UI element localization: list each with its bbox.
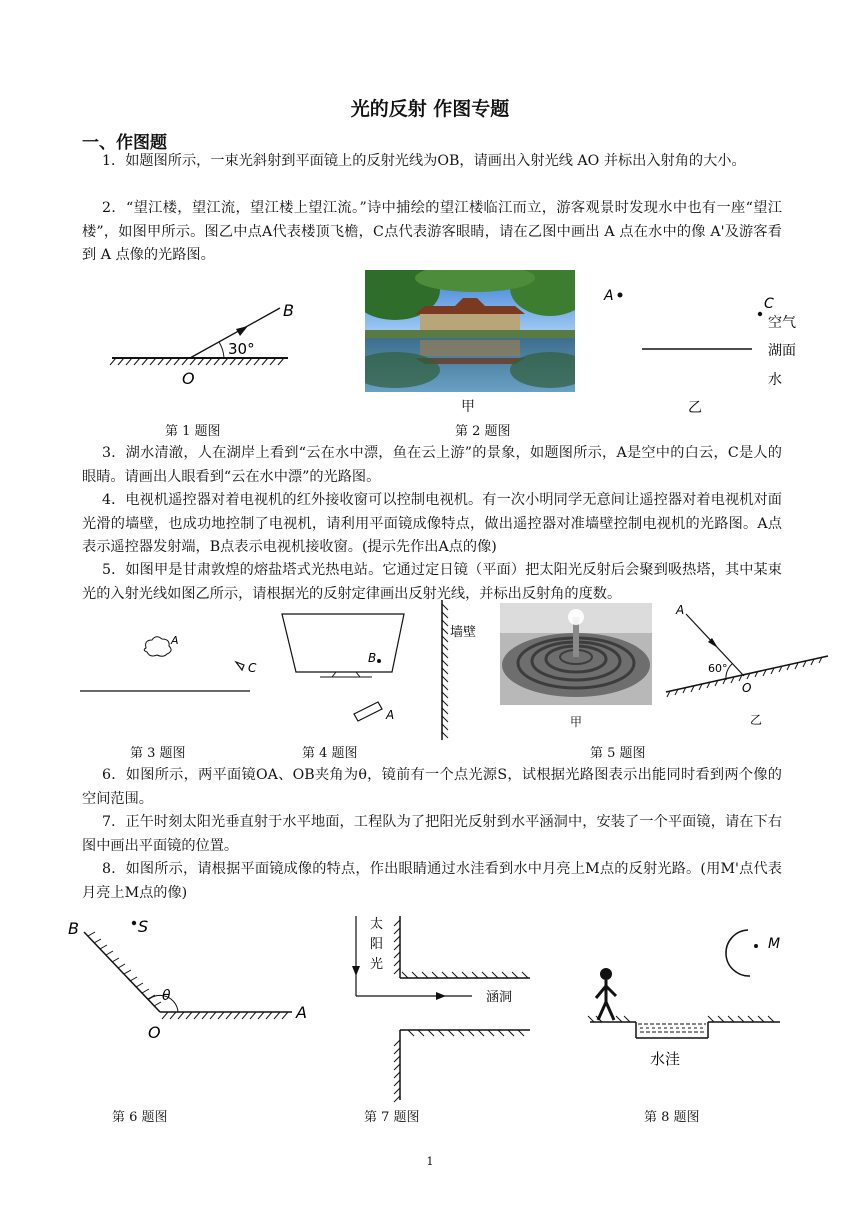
label-puddle: 水洼 [650,1050,681,1068]
label-lake: 湖面 [768,343,796,359]
caption-fig6: 第 6 题图 [112,1110,168,1125]
label-o: O [742,681,752,695]
figure-2-photo [365,270,575,392]
figure-2-diagram [598,280,818,420]
label-jia-5: 甲 [570,715,583,729]
figure-4-wall [434,598,494,742]
label-a: A [296,1003,307,1022]
question-5: 5．如图甲是甘肃敦煌的熔盐塔式光热电站。它通过定日镜（平面）把太阳光反射后会聚到吸热塔，其中某束光的入射光线如图乙所示，请根据光的反射定律画出反射光线，并标出反射角的度数。 [82,562,782,602]
label-b: B [283,301,294,320]
question-8: 8．如图所示，请根据平面镜成像的特点，作出眼睛通过水洼看到水中月亮上M点的反射光路。(用M'点代表月亮上M点的像) [82,861,782,901]
label-jia-2: 甲 [461,399,475,415]
label-sun-2: 阳 [370,937,384,952]
figure-3 [78,628,258,698]
question-6: 6．如图所示，两平面镜OA、OB夹角为θ，镜前有一个点光源S，试根据光路图表示出能同时看到两个像的空间范围。 [82,767,782,807]
figure-7 [340,910,550,1110]
label-b: B [368,651,377,665]
label-culvert: 涵洞 [486,990,513,1005]
label-b: B [68,919,79,938]
label-sun-3: 光 [370,957,384,972]
question-1: 1．如题图所示，一束光斜射到平面镜上的反射光线为OB，请画出入射光线 AO 并标出入射角的大小。 [102,153,746,169]
label-c: C [764,296,774,312]
question-2: 2．“望江楼，望江流，望江楼上望江流。”诗中捕绘的望江楼临江而立，游客观景时发现水中也有一座“望江楼”，如图甲所示。图乙中点A代表楼顶飞檐，C点代表游客眼睛，请在乙图中画出 A 点在水中的像 A'及游客看到 A 点像的光路图。 [82,200,782,263]
label-wall: 墙壁 [450,625,477,640]
section-heading: 一、作图题 [82,133,167,153]
caption-fig3: 第 3 题图 [130,746,186,761]
label-a: A [386,708,395,722]
label-a: A [171,634,179,647]
label-o: O [148,1023,161,1042]
label-angle: 60° [708,662,728,675]
figure-6 [64,910,324,1045]
figure-1 [108,298,298,390]
caption-fig7: 第 7 题图 [364,1110,420,1125]
question-4: 4．电视机遥控器对着电视机的红外接收窗可以控制电视机。有一次小明同学无意间让遥控器对着电视机对面光滑的墙壁，也成功地控制了电视机，请利用平面镜成像特点，做出遥控器对准墙壁控制电视机的光路图。A点表示遥控器发射端，B点表示电视机接收窗。(提示先作出A点的像) [82,492,782,555]
label-a: A [604,288,614,304]
question-7: 7．正午时刻太阳光垂直射于水平地面，工程队为了把阳光反射到水平涵洞中，安装了一个平面镜，请在下右图中画出平面镜的位置。 [82,814,782,854]
caption-fig5: 第 5 题图 [590,746,646,761]
page-title: 光的反射 作图专题 [350,98,510,120]
caption-fig2: 第 2 题图 [455,424,511,439]
label-o: O [182,369,195,388]
caption-fig8: 第 8 题图 [644,1110,700,1125]
label-s: S [138,917,149,936]
figure-5-photo [500,603,652,705]
label-c: C [248,661,257,675]
label-yi-5: 乙 [750,713,763,727]
figure-8 [584,918,784,1078]
label-water: 水 [768,372,782,388]
label-a: A [676,603,685,617]
figure-4 [280,610,450,740]
page-number: 1 [426,1155,434,1168]
caption-fig4: 第 4 题图 [302,746,358,761]
figure-5-diagram [660,600,832,730]
question-3: 3．湖水清澈，人在湖岸上看到“云在水中漂，鱼在云上游”的景象，如题图所示，A是空中的白云，C是人的眼睛。请画出人眼看到“云在水中漂”的光路图。 [82,445,782,485]
label-yi-2: 乙 [688,400,702,416]
label-angle: 30° [228,340,255,358]
caption-fig1: 第 1 题图 [165,424,221,439]
label-air: 空气 [768,315,796,331]
label-sun-1: 太 [370,917,384,932]
label-theta: θ [162,988,171,1004]
label-m: M [768,936,781,952]
